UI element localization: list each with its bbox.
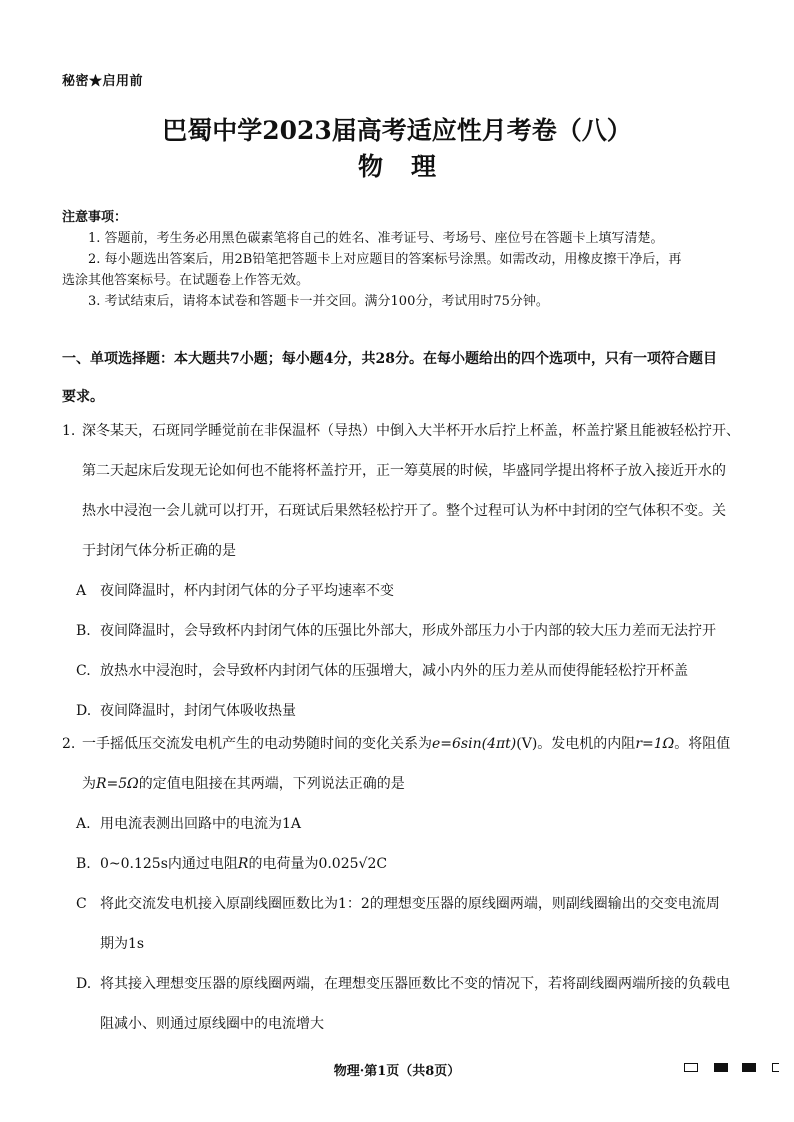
option-label: C [76, 896, 87, 912]
option-c [62, 884, 752, 924]
section-heading-line: 一、单项选择题：本大题共7小题；每小题4分，共28分。在每小题给出的四个选项中，只有一项符合题目 [62, 351, 717, 367]
question-stem-text: 深冬某天，石斑同学睡觉前在非保温杯（导热）中倒入大半杯开水后拧上杯盖，杯盖拧紧且能被轻松拧开、 [82, 423, 740, 439]
scan-marks [684, 1063, 784, 1075]
option-text: 的电荷量为0.025√2C [248, 856, 388, 872]
exam-title: 巴蜀中学2023届高考适应性月考卷（八） [162, 116, 632, 145]
question-stem-text: 第二天起床后发现无论如何也不能将杯盖拧开，正一筹莫展的时候，毕盛同学提出将杯子放入接近开水的 [82, 463, 726, 479]
question-stem-text: 的定值电阻接在其两端，下列说法正确的是 [138, 776, 405, 792]
option-text-continued: 期为1s [100, 936, 145, 952]
section-heading [62, 340, 742, 416]
question-stem-text: 为 [82, 776, 96, 792]
note-item: 3. 考试结束后，请将本试卷和答题卡一并交回。满分100分，考试用时75分钟。 [88, 294, 549, 309]
option-text-continued: 阻减小、则通过原线圈中的电流增大 [100, 1016, 324, 1032]
option-label: C. [76, 663, 91, 679]
option-text: 将其接入理想变压器的原线圈两端，在理想变压器匝数比不变的情况下，若将副线圈两端所接的负载电 [100, 976, 730, 992]
option-text: 0~0.125s内通过电阻 [100, 856, 238, 872]
question-stem [62, 724, 752, 764]
option-text: 夜间降温时，会导致杯内封闭气体的压强比外部大，形成外部压力小于内部的较大压力差而无法拧开 [100, 623, 716, 639]
option-text: 将此交流发电机接入原副线圈匝数比为1：2的理想变压器的原线圈两端，则副线圈输出的交变电流周 [100, 896, 720, 912]
option-text: 夜间降温时，封闭气体吸收热量 [100, 703, 296, 719]
emf-formula: e=6sin(4πt) [432, 736, 517, 752]
question-stem-text: (V)。发电机的内阻 [516, 736, 636, 752]
confidential-label: 秘密★启用前 [62, 74, 144, 89]
option-text: 放热水中浸泡时，会导致杯内封闭气体的压强增大，减小内外的压力差从而使得能轻松拧开杯盖 [100, 663, 688, 679]
note-item-continued: 选涂其他答案标号。在试题卷上作答无效。 [62, 273, 310, 288]
page-footer: 物理·第1页（共8页） [333, 1064, 461, 1079]
resistor-value: R=5Ω [96, 776, 139, 792]
question-2 [62, 724, 752, 1044]
option-a [62, 571, 752, 611]
question-stem-text: 于封闭气体分析正确的是 [82, 543, 236, 559]
option-text: 夜间降温时，杯内封闭气体的分子平均速率不变 [100, 583, 394, 599]
note-item: 1. 答题前，考生务必用黑色碳素笔将自己的姓名、准考证号、考场号、座位号在答题卡上填写清楚。 [88, 231, 664, 246]
section-heading-line: 要求。 [62, 389, 104, 405]
option-a [62, 804, 752, 844]
option-label: B. [76, 623, 91, 639]
option-b [62, 844, 752, 884]
option-text: 用电流表测出回路中的电流为1A [100, 816, 302, 832]
internal-resistance: r=1Ω [635, 736, 675, 752]
option-label: D. [76, 703, 92, 719]
option-label: A. [76, 816, 91, 832]
question-stem-text [62, 764, 752, 804]
option-label: A [76, 583, 87, 599]
note-item: 2. 每小题选出答案后，用2B铅笔把答题卡上对应题目的答案标号涂黑。如需改动，用橡皮擦干净后，再 [88, 252, 682, 267]
subject-title: 物理 [357, 152, 464, 181]
option-b [62, 611, 752, 651]
resistor-variable: R [237, 856, 249, 872]
question-stem [62, 411, 752, 451]
option-c [62, 651, 752, 691]
question-1 [62, 411, 752, 731]
option-d [62, 964, 752, 1004]
notes-heading: 注意事项： [62, 210, 128, 225]
hollow-mark-icon [684, 1063, 698, 1072]
solid-mark-icon [714, 1063, 728, 1072]
option-label: D. [76, 976, 92, 992]
bracket-mark-icon [772, 1063, 779, 1072]
question-stem-text: 一手摇低压交流发电机产生的电动势随时间的变化关系为 [82, 736, 432, 752]
question-number: 2. [62, 736, 76, 752]
question-stem-text: 。将阻值 [674, 736, 731, 752]
notes-list [62, 228, 738, 312]
question-number: 1. [62, 423, 76, 439]
solid-mark-icon [742, 1063, 756, 1072]
option-label: B. [76, 856, 91, 872]
question-stem-text: 热水中浸泡一会儿就可以打开，石斑试后果然轻松拧开了。整个过程可认为杯中封闭的空气体积不变。关 [82, 503, 726, 519]
